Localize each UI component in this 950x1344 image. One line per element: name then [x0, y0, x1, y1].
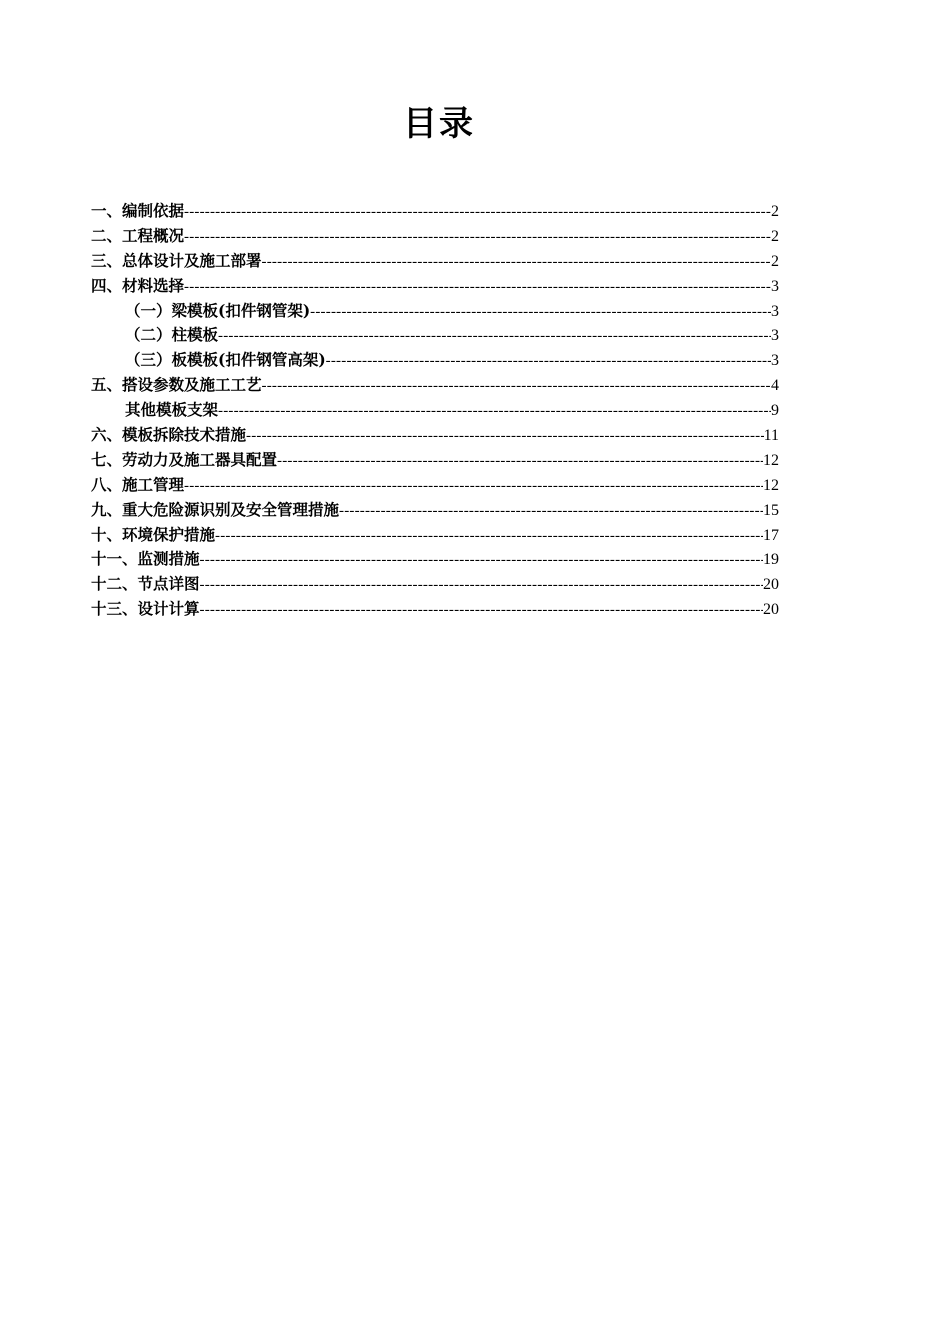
toc-entry-page: 2: [771, 227, 779, 245]
toc-entry[interactable]: [91, 224, 779, 249]
toc-entry-label: （三）板模板(扣件钢管高架): [125, 350, 326, 370]
toc-entry-label: 其他模板支架: [125, 400, 219, 420]
toc-entry-label: 一、编制依据: [91, 201, 185, 220]
toc-entry[interactable]: [91, 249, 779, 274]
toc-entry-page: 2: [771, 252, 779, 270]
toc-entry-page: 3: [771, 302, 779, 320]
toc-leader: [200, 548, 763, 573]
toc-leader: [184, 225, 771, 250]
toc-entry-label: 八、施工管理: [91, 474, 185, 494]
toc-entry-label: 七、劳动力及施工器具配置: [91, 449, 278, 469]
toc-entry-page: 20: [763, 601, 779, 619]
toc-subentry[interactable]: [91, 299, 779, 324]
toc-leader: [184, 275, 771, 300]
toc-entry-label: 四、材料选择: [91, 275, 185, 295]
toc-entry[interactable]: [91, 473, 779, 498]
toc-subentry[interactable]: [91, 348, 779, 373]
toc-entry[interactable]: [91, 523, 779, 548]
toc-entry-page: 3: [771, 327, 779, 345]
toc-entry-page: 12: [763, 451, 779, 469]
toc-leader: [277, 449, 763, 474]
toc-entry-label: 十、环境保护措施: [91, 524, 216, 544]
toc-leader: [246, 424, 764, 449]
table-of-contents: [91, 199, 779, 622]
toc-leader: [218, 399, 771, 424]
toc-leader: [262, 374, 771, 399]
toc-entry-label: 十三、设计计算: [91, 599, 200, 619]
toc-entry[interactable]: [91, 498, 779, 523]
toc-entry-label: （一）梁模板(扣件钢管架): [125, 300, 311, 320]
toc-entry[interactable]: [91, 448, 779, 473]
toc-entry-page: 11: [763, 427, 779, 445]
toc-entry[interactable]: [91, 373, 779, 398]
toc-leader: [326, 349, 771, 374]
toc-entry[interactable]: [91, 572, 779, 597]
toc-entry-page: 19: [763, 551, 779, 569]
toc-leader: [215, 524, 763, 549]
toc-entry-page: 4: [771, 377, 779, 395]
toc-leader: [184, 200, 771, 225]
toc-entry-page: 20: [763, 576, 779, 594]
toc-entry-page: 17: [763, 526, 779, 544]
toc-leader: [200, 573, 763, 598]
toc-entry-label: 六、模板拆除技术措施: [91, 425, 247, 445]
toc-entry-label: （二）柱模板: [125, 325, 219, 345]
toc-entry[interactable]: [91, 423, 779, 448]
toc-leader: [339, 499, 763, 524]
toc-leader: [200, 598, 763, 623]
toc-entry[interactable]: [91, 547, 779, 572]
toc-entry-page: 12: [763, 476, 779, 494]
toc-entry-page: 9: [771, 402, 779, 420]
toc-entry-label: 九、重大危险源识别及安全管理措施: [91, 499, 340, 519]
toc-entry-label: 十二、节点详图: [91, 574, 200, 594]
toc-entry[interactable]: [91, 274, 779, 299]
toc-leader: [184, 474, 763, 499]
toc-entry-label: 三、总体设计及施工部署: [91, 250, 262, 270]
toc-subentry[interactable]: [91, 323, 779, 348]
toc-leader: [262, 250, 771, 275]
toc-entry-page: 3: [771, 277, 779, 295]
toc-entry-page: 3: [771, 352, 779, 370]
toc-leader: [310, 300, 771, 325]
page-title: 目录: [403, 104, 475, 144]
toc-entry-label: 二、工程概况: [91, 225, 185, 245]
toc-entry[interactable]: [91, 199, 779, 224]
toc-entry-page: 2: [771, 203, 779, 220]
toc-entry-label: 十一、监测措施: [91, 549, 200, 569]
toc-entry-label: 五、搭设参数及施工工艺: [91, 375, 262, 395]
toc-entry[interactable]: [91, 597, 779, 622]
toc-leader: [218, 324, 771, 349]
toc-entry-page: 15: [763, 501, 779, 519]
toc-subentry[interactable]: [91, 398, 779, 423]
